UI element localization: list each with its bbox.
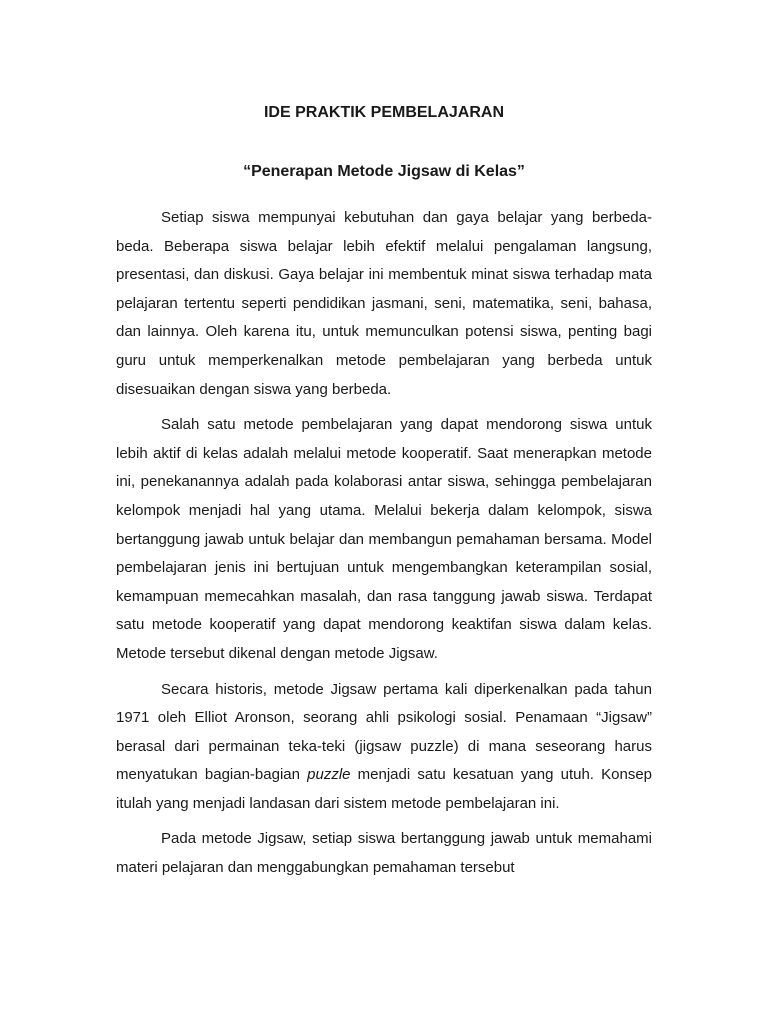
paragraph-text: Pada metode Jigsaw, setiap siswa bertanggung jawab untuk memahami materi pelajaran dan menggabungkan pemahaman tersebut bbox=[116, 830, 652, 877]
document-title: IDE PRAKTIK PEMBELAJARAN bbox=[263, 104, 504, 121]
paragraph-text-before: Secara historis, metode Jigsaw pertama kali diperkenalkan pada tahun 1971 oleh Elliot Aronson, seorang ahli psikologi sosial. Penamaan “Jigsaw” berasal dari permainan teka-teki (jigsaw puzzle) di mana seseorang harus menyatukan bagian-bagian bbox=[116, 680, 652, 784]
document-body bbox=[116, 204, 652, 890]
paragraph-text-after: menjadi satu kesatuan yang utuh. Konsep itulah yang menjadi landasan dari sistem metode pembelajaran ini. bbox=[116, 766, 653, 812]
paragraph-4 bbox=[116, 825, 652, 882]
paragraph-text: Salah satu metode pembelajaran yang dapat mendorong siswa untuk lebih aktif di kelas adalah melalui metode kooperatif. Saat menerapkan metode ini, penekanannya adalah pada kolaborasi antar siswa, sehingga pembelajaran kelompok menjadi hal yang utama. Melalui bekerja dalam kelompok, siswa bertanggung jawab untuk belajar dan membangun pemahaman bersama. Model pembelajaran jenis ini bertujuan untuk mengembangkan keterampilan sosial, kemampuan memecahkan masalah, dan rasa tanggung jawab siswa. Terdapat satu metode kooperatif yang dapat mendorong keaktifan siswa dalam kelas. Metode tersebut dikenal dengan metode Jigsaw. bbox=[116, 416, 652, 662]
paragraph-3 bbox=[116, 676, 652, 819]
paragraph-text: Setiap siswa mempunyai kebutuhan dan gaya belajar yang berbeda-beda. Beberapa siswa belajar lebih efektif melalui pengalaman langsung, presentasi, dan diskusi. Gaya belajar ini membentuk minat siswa terhadap mata pelajaran tertentu seperti pendidikan jasmani, seni, matematika, seni, bahasa, dan lainnya. Oleh karena itu, untuk memunculkan potensi siswa, penting bagi guru untuk memperkenalkan metode pembelajaran yang berbeda untuk disesuaikan dengan siswa yang berbeda. bbox=[116, 209, 652, 398]
document-subtitle: “Penerapan Metode Jigsaw di Kelas” bbox=[243, 163, 525, 180]
paragraph-2 bbox=[116, 411, 652, 668]
paragraph-1 bbox=[116, 204, 652, 404]
italic-term: puzzle bbox=[307, 766, 351, 784]
